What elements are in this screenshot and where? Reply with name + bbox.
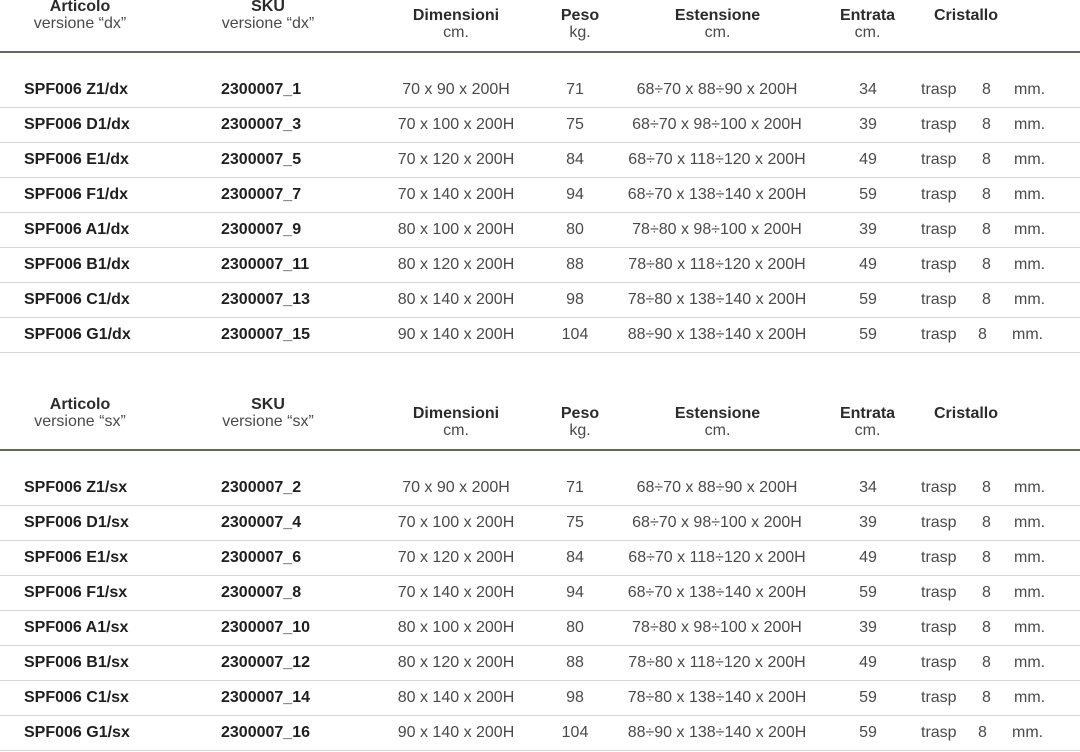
cell-sku: 2300007_7 [221, 186, 302, 203]
table-row [0, 72, 1080, 108]
cell-entrata: 39 [859, 221, 877, 238]
cell-entrata: 39 [859, 514, 877, 531]
header-articolo-version: versione “sx” [34, 413, 126, 430]
cell-sku: 2300007_1 [221, 81, 302, 98]
header-peso-label: Peso [560, 7, 600, 24]
cell-entrata: 39 [859, 116, 877, 133]
cell-unita: mm. [1014, 81, 1046, 98]
header-dimensioni-unit: cm. [443, 422, 469, 439]
cell-sku: 2300007_8 [221, 584, 302, 601]
cell-articolo: SPF006 C1/sx [24, 689, 129, 706]
header-entrata-label: Entrata [839, 7, 896, 24]
cell-spessore: 8 [982, 689, 991, 706]
header-peso-label: Peso [560, 405, 600, 422]
header-cristallo-label: Cristallo [933, 7, 998, 24]
cell-estensione: 78÷80 x 118÷120 x 200H [628, 256, 806, 273]
cell-articolo: SPF006 C1/dx [24, 291, 130, 308]
header-entrata [830, 405, 905, 439]
cell-dimensioni: 80 x 120 x 200H [397, 654, 515, 671]
cell-estensione: 68÷70 x 118÷120 x 200H [628, 151, 806, 168]
cell-peso: 88 [566, 256, 584, 273]
cell-articolo: SPF006 B1/dx [24, 256, 130, 273]
header-sku-label: SKU [251, 396, 285, 413]
cell-cristallo: trasp [921, 326, 957, 343]
header-sku [198, 0, 338, 32]
cell-entrata: 59 [859, 584, 877, 601]
cell-sku: 2300007_12 [221, 654, 310, 671]
header-divider [0, 449, 1080, 451]
cell-articolo: SPF006 E1/dx [24, 151, 129, 168]
cell-articolo: SPF006 F1/dx [24, 186, 129, 203]
cell-unita: mm. [1014, 514, 1046, 531]
cell-peso: 104 [561, 326, 589, 343]
header-dimensioni [386, 7, 526, 41]
cell-dimensioni: 80 x 100 x 200H [397, 221, 515, 238]
table-row [0, 212, 1080, 248]
header-articolo [10, 396, 150, 430]
cell-spessore: 8 [982, 81, 991, 98]
cell-sku: 2300007_4 [221, 514, 302, 531]
cell-spessore: 8 [978, 326, 987, 343]
header-peso-unit: kg. [569, 422, 591, 439]
cell-cristallo: trasp [921, 724, 957, 741]
cell-entrata: 59 [859, 689, 877, 706]
table-row [0, 142, 1080, 178]
header-cristallo-label: Cristallo [933, 405, 998, 422]
cell-articolo: SPF006 B1/sx [24, 654, 129, 671]
cell-sku: 2300007_14 [221, 689, 310, 706]
cell-unita: mm. [1014, 256, 1046, 273]
cell-spessore: 8 [982, 479, 991, 496]
cell-articolo: SPF006 F1/sx [24, 584, 128, 601]
cell-spessore: 8 [982, 584, 991, 601]
cell-dimensioni: 70 x 140 x 200H [397, 584, 515, 601]
table-row [0, 540, 1080, 576]
cell-articolo: SPF006 D1/dx [24, 116, 130, 133]
cell-cristallo: trasp [921, 291, 957, 308]
cell-estensione: 68÷70 x 98÷100 x 200H [632, 514, 802, 531]
header-estensione-label: Estensione [674, 405, 761, 422]
cell-peso: 104 [561, 724, 589, 741]
cell-cristallo: trasp [921, 549, 957, 566]
cell-unita: mm. [1012, 724, 1044, 741]
cell-sku: 2300007_6 [221, 549, 302, 566]
cell-peso: 94 [566, 186, 584, 203]
header-estensione [640, 405, 795, 439]
cell-spessore: 8 [982, 151, 991, 168]
cell-articolo: SPF006 D1/sx [24, 514, 129, 531]
cell-peso: 80 [566, 619, 584, 636]
cell-articolo: SPF006 G1/dx [24, 326, 131, 343]
cell-unita: mm. [1014, 619, 1046, 636]
cell-peso: 84 [566, 151, 584, 168]
cell-dimensioni: 80 x 140 x 200H [397, 689, 515, 706]
header-entrata-unit: cm. [854, 422, 881, 439]
cell-entrata: 59 [859, 291, 877, 308]
cell-cristallo: trasp [921, 619, 957, 636]
cell-dimensioni: 70 x 90 x 200H [402, 81, 510, 98]
header-estensione-label: Estensione [674, 7, 761, 24]
cell-dimensioni: 90 x 140 x 200H [397, 326, 515, 343]
cell-sku: 2300007_13 [221, 291, 310, 308]
header-sku [198, 396, 338, 430]
cell-sku: 2300007_15 [221, 326, 310, 343]
cell-spessore: 8 [982, 291, 991, 308]
header-dimensioni-label: Dimensioni [412, 7, 500, 24]
header-dimensioni-label: Dimensioni [412, 405, 500, 422]
cell-sku: 2300007_9 [221, 221, 302, 238]
cell-sku: 2300007_2 [221, 479, 302, 496]
header-sku-label: SKU [251, 0, 285, 15]
cell-cristallo: trasp [921, 514, 957, 531]
cell-cristallo: trasp [921, 81, 957, 98]
cell-estensione: 68÷70 x 118÷120 x 200H [628, 549, 806, 566]
cell-dimensioni: 70 x 120 x 200H [397, 151, 515, 168]
cell-dimensioni: 80 x 100 x 200H [397, 619, 515, 636]
cell-peso: 84 [566, 549, 584, 566]
table-row [0, 470, 1080, 506]
cell-spessore: 8 [982, 619, 991, 636]
cell-dimensioni: 70 x 140 x 200H [397, 186, 515, 203]
cell-entrata: 49 [859, 549, 877, 566]
cell-dimensioni: 80 x 140 x 200H [397, 291, 515, 308]
cell-spessore: 8 [982, 116, 991, 133]
header-peso [545, 7, 615, 41]
cell-cristallo: trasp [921, 584, 957, 601]
table-row [0, 645, 1080, 681]
header-dimensioni [386, 405, 526, 439]
cell-unita: mm. [1014, 584, 1046, 601]
table-row [0, 610, 1080, 646]
cell-entrata: 59 [859, 326, 877, 343]
cell-spessore: 8 [982, 221, 991, 238]
cell-estensione: 78÷80 x 118÷120 x 200H [628, 654, 806, 671]
cell-spessore: 8 [982, 549, 991, 566]
header-divider [0, 51, 1080, 53]
cell-spessore: 8 [982, 514, 991, 531]
table-row [0, 505, 1080, 541]
cell-estensione: 78÷80 x 138÷140 x 200H [627, 291, 807, 308]
cell-unita: mm. [1014, 689, 1046, 706]
cell-peso: 71 [566, 81, 584, 98]
cell-entrata: 59 [859, 724, 877, 741]
cell-cristallo: trasp [921, 256, 957, 273]
cell-unita: mm. [1014, 549, 1046, 566]
cell-articolo: SPF006 E1/sx [24, 549, 129, 566]
header-sku-version: versione “dx” [221, 15, 315, 32]
cell-entrata: 39 [859, 619, 877, 636]
cell-estensione: 68÷70 x 138÷140 x 200H [627, 584, 807, 601]
cell-unita: mm. [1014, 116, 1046, 133]
cell-articolo: SPF006 G1/sx [24, 724, 130, 741]
cell-cristallo: trasp [921, 479, 957, 496]
cell-peso: 94 [566, 584, 584, 601]
header-sku-version: versione “sx” [222, 413, 314, 430]
cell-estensione: 78÷80 x 98÷100 x 200H [632, 221, 802, 238]
cell-sku: 2300007_11 [221, 256, 310, 273]
table-row [0, 177, 1080, 213]
header-articolo [10, 0, 150, 32]
header-cristallo [920, 405, 1012, 422]
cell-estensione: 88÷90 x 138÷140 x 200H [627, 724, 807, 741]
cell-articolo: SPF006 A1/sx [24, 619, 129, 636]
cell-unita: mm. [1014, 479, 1046, 496]
cell-cristallo: trasp [921, 151, 957, 168]
cell-spessore: 8 [982, 256, 991, 273]
cell-sku: 2300007_5 [221, 151, 302, 168]
table-row [0, 247, 1080, 283]
header-peso [545, 405, 615, 439]
cell-estensione: 68÷70 x 88÷90 x 200H [636, 81, 798, 98]
cell-articolo: SPF006 A1/dx [24, 221, 130, 238]
header-articolo-label: Articolo [49, 396, 111, 413]
header-estensione [640, 7, 795, 41]
cell-entrata: 49 [859, 654, 877, 671]
cell-peso: 71 [566, 479, 584, 496]
cell-peso: 98 [566, 689, 584, 706]
header-articolo-version: versione “dx” [33, 15, 127, 32]
table-row [0, 680, 1080, 716]
header-entrata-label: Entrata [839, 405, 896, 422]
header-peso-unit: kg. [569, 24, 591, 41]
cell-entrata: 49 [859, 256, 877, 273]
cell-estensione: 68÷70 x 88÷90 x 200H [636, 479, 798, 496]
cell-peso: 75 [566, 514, 584, 531]
cell-peso: 75 [566, 116, 584, 133]
cell-spessore: 8 [982, 654, 991, 671]
cell-unita: mm. [1012, 326, 1044, 343]
cell-peso: 88 [566, 654, 584, 671]
cell-dimensioni: 70 x 90 x 200H [402, 479, 510, 496]
cell-dimensioni: 70 x 100 x 200H [397, 514, 515, 531]
table-row [0, 282, 1080, 318]
header-estensione-unit: cm. [704, 24, 731, 41]
cell-cristallo: trasp [921, 689, 957, 706]
cell-unita: mm. [1014, 291, 1046, 308]
header-entrata-unit: cm. [854, 24, 881, 41]
header-dimensioni-unit: cm. [443, 24, 469, 41]
cell-unita: mm. [1014, 654, 1046, 671]
table-row [0, 715, 1080, 751]
header-entrata [830, 7, 905, 41]
cell-articolo: SPF006 Z1/dx [24, 81, 129, 98]
header-estensione-unit: cm. [704, 422, 731, 439]
cell-unita: mm. [1014, 221, 1046, 238]
cell-peso: 80 [566, 221, 584, 238]
cell-cristallo: trasp [921, 654, 957, 671]
cell-sku: 2300007_3 [221, 116, 302, 133]
cell-dimensioni: 90 x 140 x 200H [397, 724, 515, 741]
cell-unita: mm. [1014, 151, 1046, 168]
cell-estensione: 68÷70 x 138÷140 x 200H [627, 186, 807, 203]
cell-estensione: 78÷80 x 138÷140 x 200H [627, 689, 807, 706]
cell-spessore: 8 [978, 724, 987, 741]
cell-cristallo: trasp [921, 116, 957, 133]
cell-estensione: 68÷70 x 98÷100 x 200H [632, 116, 802, 133]
cell-cristallo: trasp [921, 186, 957, 203]
cell-entrata: 59 [859, 186, 877, 203]
cell-sku: 2300007_16 [221, 724, 310, 741]
header-cristallo [920, 7, 1012, 24]
cell-unita: mm. [1014, 186, 1046, 203]
cell-entrata: 49 [859, 151, 877, 168]
cell-entrata: 34 [859, 479, 877, 496]
table-row [0, 575, 1080, 611]
table-row [0, 317, 1080, 353]
cell-cristallo: trasp [921, 221, 957, 238]
cell-dimensioni: 70 x 100 x 200H [397, 116, 515, 133]
cell-articolo: SPF006 Z1/sx [24, 479, 128, 496]
cell-entrata: 34 [859, 81, 877, 98]
cell-estensione: 78÷80 x 98÷100 x 200H [632, 619, 802, 636]
cell-spessore: 8 [982, 186, 991, 203]
cell-dimensioni: 80 x 120 x 200H [397, 256, 515, 273]
table-row [0, 107, 1080, 143]
cell-sku: 2300007_10 [221, 619, 310, 636]
cell-peso: 98 [566, 291, 584, 308]
cell-estensione: 88÷90 x 138÷140 x 200H [627, 326, 807, 343]
header-articolo-label: Articolo [49, 0, 111, 15]
cell-dimensioni: 70 x 120 x 200H [397, 549, 515, 566]
